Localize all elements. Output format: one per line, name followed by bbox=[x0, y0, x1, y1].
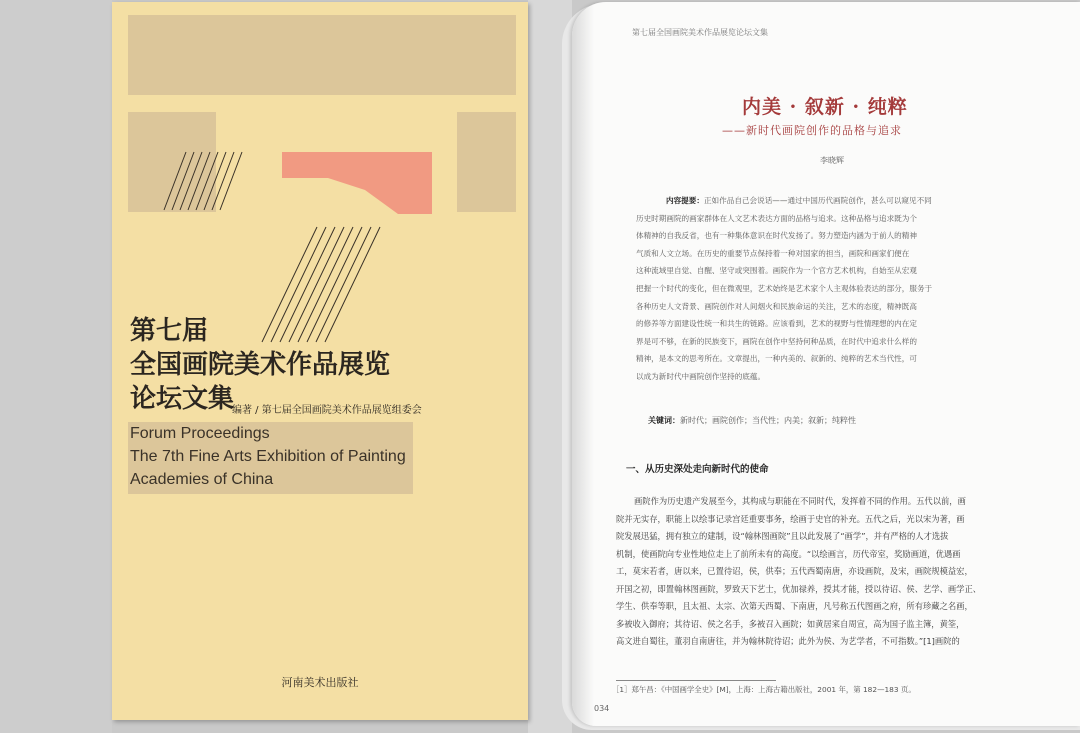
body-line: 工，莫宋若者，唐以来，已置待诏，侯，供奉；五代西蜀南唐，亦设画院，及宋，画院规模益宏， bbox=[616, 566, 973, 576]
keywords-label: 关键词： bbox=[648, 416, 680, 425]
abstract-line: 各种历史人文背景、画院创作对人间烟火和民族命运的关注，艺术的态度，精神既高 bbox=[636, 301, 917, 311]
cover-salmon-shape bbox=[282, 152, 432, 214]
body-line: 院发展迅猛，拥有独立的建制，设“翰林图画院”且以此发展了“画学”，并有严格的人才选拔 bbox=[616, 531, 949, 541]
abstract-line: 把握一个时代的变化，但在微观里，艺术始终是艺术家个人主观体验表达的部分，服务于 bbox=[636, 283, 933, 293]
body-line: 开国之初，即置翰林图画院，罗致天下艺士，优加禄养，授其才能，授以待诏、侯、艺学、画学正、 bbox=[616, 583, 982, 594]
running-head: 第七届全国画院美术作品展览论坛文集 bbox=[632, 28, 768, 37]
body-line: 院并无实存，职能上以绘事记录宫廷重要事务，绘画于史官的补充。五代之后，光以宋为著，画 bbox=[616, 513, 965, 524]
footnote-rule bbox=[616, 680, 776, 681]
cover-title-en-line-3: Academies of China bbox=[130, 471, 274, 488]
book-cover bbox=[112, 2, 528, 720]
cover-title-line-1: 第七届 bbox=[130, 316, 209, 346]
article-subtitle: ——新时代画院创作的品格与追求 bbox=[722, 124, 902, 137]
abstract-text: 正如作品自己会说话——通过中国历代画院创作，甚么可以窥见不同 bbox=[703, 196, 932, 205]
body-line: 高文进自蜀往，董羽自南唐往，并为翰林院待诏；此外为侯、为艺学者，不可指数。”[1]画院的 bbox=[616, 636, 960, 646]
abstract-line: 的修养等方面建设性统一和共生的链路。应该看到，艺术的视野与性情理想的内在定 bbox=[636, 319, 917, 329]
cover-title-en-line-2: The 7th Fine Arts Exhibition of Painting bbox=[130, 448, 406, 465]
section-heading: 一、从历史深处走向新时代的使命 bbox=[626, 464, 769, 475]
abstract-line: 历史时期画院的画家群体在人文艺术表达方面的品格与追求。这种品格与追求既为个 bbox=[636, 213, 917, 223]
abstract-line: 这种流域里自觉、自醒、坚守或突围着。画院作为一个官方艺术机构，自始至从宏观 bbox=[636, 266, 917, 276]
abstract-line: 气质和人文立场。在历史的重要节点保持着一种对国家的担当，画院和画家们便在 bbox=[636, 248, 910, 258]
article-author: 李晓辉 bbox=[820, 156, 844, 165]
keywords-line bbox=[648, 415, 856, 426]
abstract-block bbox=[636, 192, 1024, 386]
abstract-line: 以成为新时代中画院创作坚持的底蕴。 bbox=[636, 371, 766, 381]
abstract-line: 界是可不够，在新的民族变下，画院在创作中坚持何种品质，在时代中追求什么样的 bbox=[636, 336, 917, 346]
book-page bbox=[572, 2, 1080, 726]
article-title: 内美 · 叙新 · 纯粹 bbox=[742, 96, 908, 118]
body-line: 多被收入御府；其待诏、侯之名手，多被召入画院；如黄居宷自周宣，高为国子监主簿，黄筌， bbox=[616, 618, 965, 629]
page-curl-shadow bbox=[572, 2, 594, 726]
abstract-label: 内容提要： bbox=[666, 196, 704, 205]
body-line: 机制，使画院向专业性地位走上了前所未有的高度。“以绘画言，历代帝室，奖励画道，优遇画 bbox=[616, 548, 961, 559]
scan-background-left bbox=[0, 0, 112, 733]
cover-title-en-line-1: Forum Proceedings bbox=[130, 425, 270, 442]
abstract-line: 体精神的自我反省，也有一种集体意识在时代发扬了。努力塑造内涵为于前人的精神 bbox=[636, 231, 917, 241]
footnote: ［1］郑午昌：《中国画学全史》[M]，上海：上海古籍出版社，2001 年，第 182—183 页。 bbox=[612, 685, 916, 694]
cover-publisher: 河南美术出版社 bbox=[281, 676, 359, 689]
keywords-text: 新时代；画院创作；当代性；内美；叙新；纯粹性 bbox=[680, 416, 856, 425]
body-text-block bbox=[616, 493, 1036, 651]
abstract-line bbox=[636, 192, 1024, 210]
cover-title-line-2: 全国画院美术作品展览 bbox=[130, 350, 391, 380]
cover-title-line-3: 论坛文集 bbox=[130, 384, 235, 414]
abstract-line: 精神，是本文的思考所在。文章提出，一种内美的、叙新的、纯粹的艺术当代性，可 bbox=[636, 354, 917, 364]
cover-editor: 编著 / 第七届全国画院美术作品展览组委会 bbox=[232, 405, 422, 416]
body-line: 学生、供奉等职，且太祖、太宗、次第天西蜀、下南唐，凡号称五代图画之府，所有珍藏之名画， bbox=[616, 601, 973, 611]
page-number: 034 bbox=[594, 704, 610, 713]
body-line: 画院作为历史遗产发展至今，其构成与职能在不同时代，发挥着不同的作用。五代以前，画 bbox=[634, 496, 966, 506]
